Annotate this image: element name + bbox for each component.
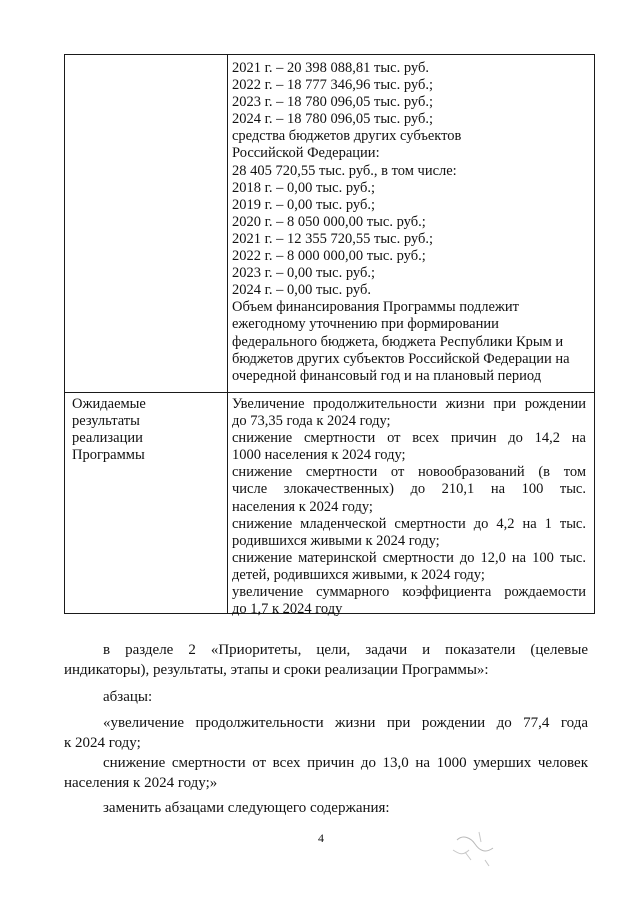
table-border-divider <box>227 54 228 614</box>
financing-line: 2020 г. – 8 050 000,00 тыс. руб.; <box>232 213 426 230</box>
paragraph-quote2-line1: снижение смертности от всех причин до 13,0 на 1000 умерших человек <box>103 755 588 771</box>
financing-line: 2023 г. – 0,00 тыс. руб.; <box>232 265 375 282</box>
table-border-top <box>64 54 595 55</box>
paragraph-quote1-line2: к 2024 году; <box>64 735 141 751</box>
table-border-middle <box>64 392 595 393</box>
paragraph-quote1-line1: «увеличение продолжительности жизни при рождении до 77,4 года <box>103 715 588 731</box>
results-label-line: результаты <box>72 413 140 430</box>
signature-mark <box>445 820 505 870</box>
financing-line: 2021 г. – 20 398 088,81 тыс. руб. <box>232 60 429 76</box>
results-line: родившихся живыми к 2024 году; <box>232 532 440 549</box>
financing-line: 2019 г. – 0,00 тыс. руб.; <box>232 196 375 213</box>
paragraph-section2-line1: в разделе 2 «Приоритеты, цели, задачи и показатели (целевые <box>103 642 588 658</box>
financing-line: Объем финансирования Программы подлежит <box>232 299 520 316</box>
financing-line: 2024 г. – 18 780 096,05 тыс. руб.; <box>232 111 433 128</box>
results-line: снижение материнской смертности до 12,0 на 100 тыс. <box>232 549 586 566</box>
financing-line: ежегодному уточнению при формировании <box>232 316 499 333</box>
financing-line: очередной финансовый год и на плановый период <box>232 367 542 384</box>
paragraph-abzacy: абзацы: <box>103 689 153 705</box>
results-label-line: Программы <box>72 447 145 464</box>
results-label-line: реализации <box>72 430 143 447</box>
table-border-left <box>64 54 65 614</box>
financing-line: 2022 г. – 8 000 000,00 тыс. руб.; <box>232 248 426 265</box>
results-line: Увеличение продолжительности жизни при рождении <box>232 396 586 412</box>
results-line: увеличение суммарного коэффициента рождаемости <box>232 584 586 601</box>
financing-line: 28 405 720,55 тыс. руб., в том числе: <box>232 162 457 179</box>
financing-cell <box>232 60 588 385</box>
results-line: снижение смертности от новообразований (в том <box>232 464 586 481</box>
financing-line: средства бюджетов других субъектов <box>232 128 462 145</box>
page-number: 4 <box>318 831 324 845</box>
financing-line: 2021 г. – 12 355 720,55 тыс. руб.; <box>232 230 433 247</box>
results-line: детей, родившихся живыми, к 2024 году; <box>232 566 485 583</box>
results-cell <box>232 396 586 618</box>
financing-line: 2022 г. – 18 777 346,96 тыс. руб.; <box>232 77 433 94</box>
financing-line: 2024 г. – 0,00 тыс. руб. <box>232 282 371 299</box>
results-line: снижение младенческой смертности до 4,2 на 1 тыс. <box>232 515 586 532</box>
financing-line: федерального бюджета, бюджета Республики Крым и <box>232 333 564 350</box>
table-border-right <box>594 54 595 614</box>
paragraph-quote2-line2: населения к 2024 году;» <box>64 775 218 791</box>
results-label-cell <box>72 396 222 464</box>
financing-line: Российской Федерации: <box>232 145 380 162</box>
paragraph-replace: заменить абзацами следующего содержания: <box>103 800 390 816</box>
financing-line: бюджетов других субъектов Российской Федерации на <box>232 350 570 367</box>
results-line: до 1,7 к 2024 году <box>232 601 343 618</box>
results-line: населения к 2024 году; <box>232 498 373 515</box>
results-line: числе злокачественных) до 210,1 на 100 тыс. <box>232 481 586 498</box>
financing-line: 2018 г. – 0,00 тыс. руб.; <box>232 179 375 196</box>
results-label-line: Ожидаемые <box>72 396 146 412</box>
paragraph-section2-line2: индикаторы), результаты, этапы и сроки реализации Программы»: <box>64 662 489 678</box>
results-line: 1000 населения к 2024 году; <box>232 447 406 464</box>
results-line: снижение смертности от всех причин до 14,2 на <box>232 430 586 447</box>
results-line: до 73,35 года к 2024 году; <box>232 413 391 430</box>
financing-line: 2023 г. – 18 780 096,05 тыс. руб.; <box>232 94 433 111</box>
